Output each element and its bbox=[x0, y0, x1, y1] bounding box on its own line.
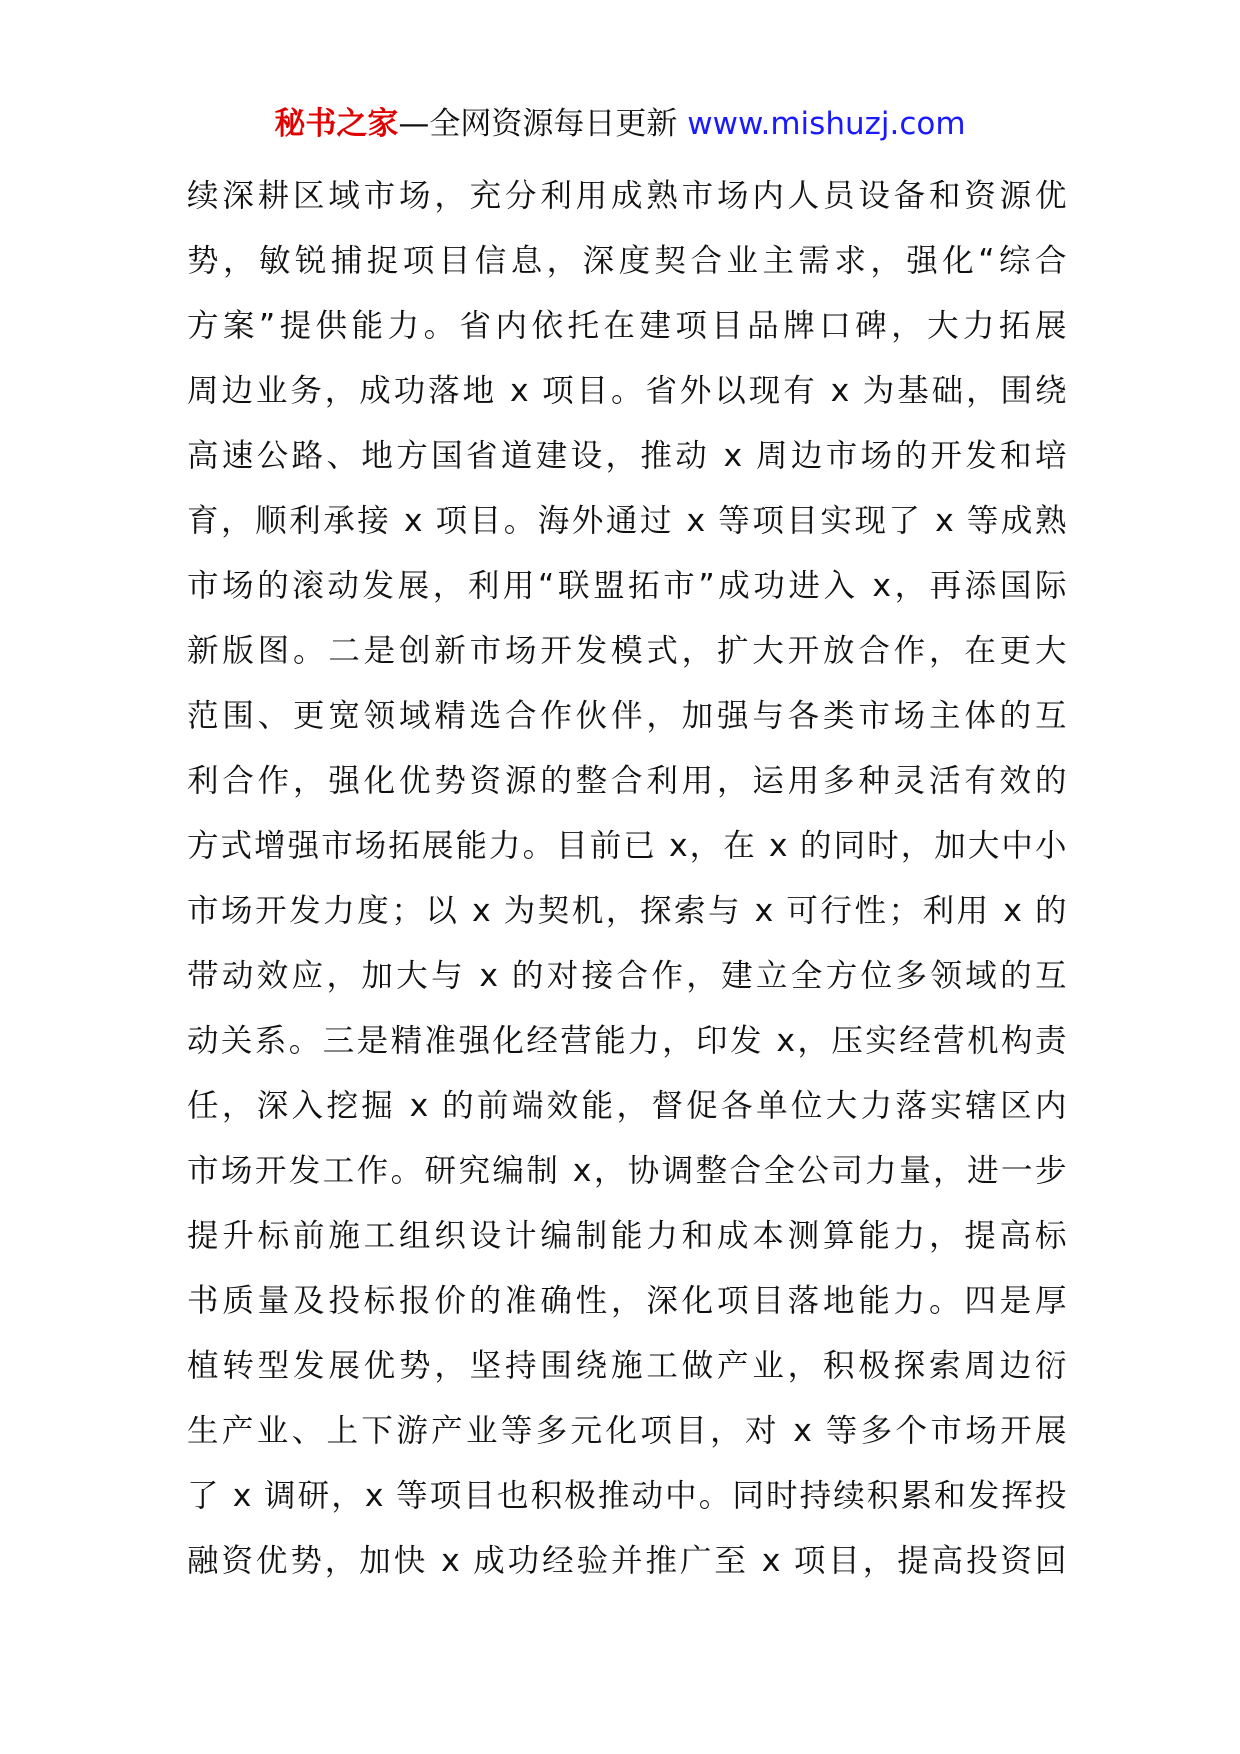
text-line: 市场开发工作。研究编制 x，协调整合全公司力量，进一步 bbox=[187, 1153, 1067, 1189]
text-line: 带动效应，加大与 x 的对接合作，建立全方位多领域的互 bbox=[187, 958, 1067, 994]
header-tagline: —全网资源每日更新 bbox=[398, 106, 678, 142]
body-paragraph bbox=[187, 164, 1067, 1594]
text-line: 书质量及投标报价的准确性，深化项目落地能力。四是厚 bbox=[187, 1283, 1067, 1319]
header-brand: 秘书之家 bbox=[274, 106, 399, 142]
text-line: 方式增强市场拓展能力。目前已 x，在 x 的同时，加大中小 bbox=[187, 828, 1067, 864]
text-line: 动关系。三是精准强化经营能力，印发 x，压实经营机构责 bbox=[187, 1023, 1067, 1059]
text-line: 市场的滚动发展，利用“联盟拓市”成功进入 x，再添国际 bbox=[187, 568, 1067, 604]
text-line: 高速公路、地方国省道建设，推动 x 周边市场的开发和培 bbox=[187, 438, 1067, 474]
text-line: 生产业、上下游产业等多元化项目，对 x 等多个市场开展 bbox=[187, 1413, 1067, 1449]
text-line: 范围、更宽领域精选合作伙伴，加强与各类市场主体的互 bbox=[187, 698, 1067, 734]
page-header bbox=[0, 98, 1240, 150]
text-line: 市场开发力度；以 x 为契机，探索与 x 可行性；利用 x 的 bbox=[187, 893, 1067, 929]
text-line: 提升标前施工组织设计编制能力和成本测算能力，提高标 bbox=[187, 1218, 1067, 1254]
text-line: 任，深入挖掘 x 的前端效能，督促各单位大力落实辖区内 bbox=[187, 1088, 1067, 1124]
text-line: 植转型发展优势，坚持围绕施工做产业，积极探索周边衍 bbox=[187, 1348, 1067, 1384]
text-line: 势，敏锐捕捉项目信息，深度契合业主需求，强化“综合 bbox=[187, 243, 1067, 279]
header-url-link[interactable]: www.mishuzj.com bbox=[687, 106, 966, 142]
text-line: 了 x 调研，x 等项目也积极推动中。同时持续积累和发挥投 bbox=[187, 1478, 1067, 1514]
text-line: 融资优势，加快 x 成功经验并推广至 x 项目，提高投资回 bbox=[187, 1543, 1067, 1579]
text-line: 新版图。二是创新市场开发模式，扩大开放合作，在更大 bbox=[187, 633, 1067, 669]
text-line: 育，顺利承接 x 项目。海外通过 x 等项目实现了 x 等成熟 bbox=[187, 503, 1067, 539]
text-line: 周边业务，成功落地 x 项目。省外以现有 x 为基础，围绕 bbox=[187, 373, 1067, 409]
text-line: 方案”提供能力。省内依托在建项目品牌口碑，大力拓展 bbox=[187, 308, 1067, 344]
text-line: 利合作，强化优势资源的整合利用，运用多种灵活有效的 bbox=[187, 763, 1067, 799]
text-line: 续深耕区域市场，充分利用成熟市场内人员设备和资源优 bbox=[187, 178, 1067, 214]
